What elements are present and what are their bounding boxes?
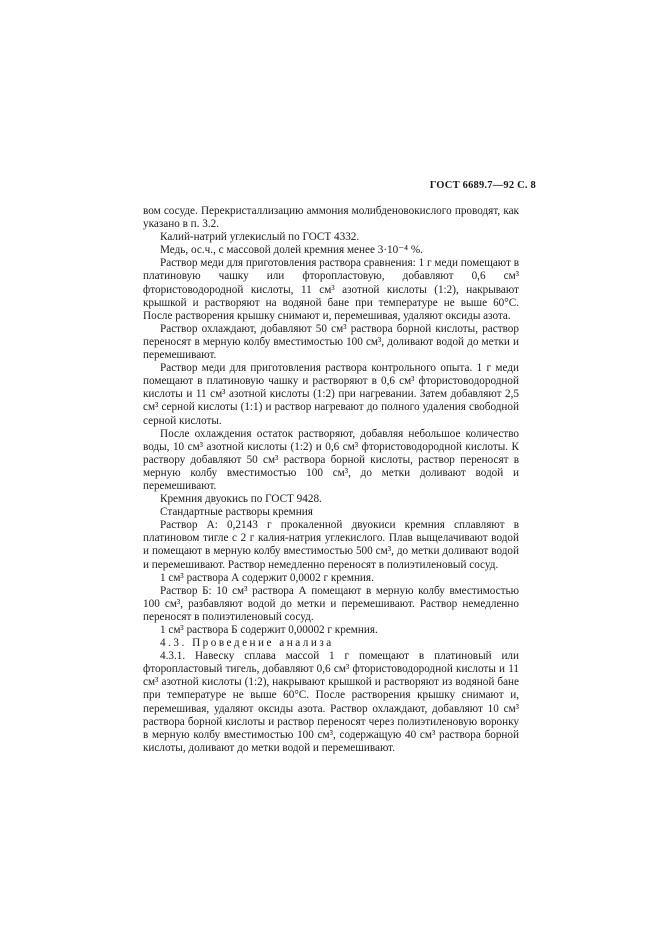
paragraph-solution-b-content: 1 см³ раствора Б содержит 0,00002 г кремния. bbox=[160, 624, 378, 636]
paragraph-reference-cooling: Раствор охлаждают, добавляют 50 см³ раствора борной кислоты, раствор переносят в мерную колбу вместимостью 100 см³, доливают водой до метки и перемешивают. bbox=[143, 322, 519, 362]
paragraph-reagent-carbonate: Калий-натрий углекислый по ГОСТ 4332. bbox=[160, 231, 360, 244]
paragraph-standard-solutions-heading: Стандартные растворы кремния bbox=[160, 506, 313, 519]
paragraph-control-solution: Раствор меди для приготовления раствора контрольного опыта. 1 г меди помещают в платиновую чашку и растворяют в 0,6 см³ фтористоводородной кислоты и 11 см³ азотной кислоты (1:2) при нагревании. Затем добавляют 2,5 см³ серной кислоты (1:1) и раствор нагревают до полного удаления свободной серной кислоты. bbox=[143, 362, 519, 427]
paragraph-analysis-procedure: 4.3.1. Навеску сплава массой 1 г помещают в платиновый или фторопластовый тигель, добавляют 0,6 см³ фтористоводородной кислоты и 11 см³ азотной кислоты (1:2), накрывают крышкой и растворяют из водяной бане при температуре не выше 60°С. После растворения крышку снимают и, перемешивая, удаляют оксиды азота. Раствор охлаждают, добавляют 10 см³ раствора борной кислоты и раствор переносят через полиэтиленовую воронку в мерную колбу вместимостью 100 см³, содержащую 40 см³ раствора борной кислоты, доливают до метки водой и перемешивают. bbox=[143, 650, 519, 754]
paragraph-reagent-copper: Медь, ос.ч., с массовой долей кремния менее 3·10⁻⁴ %. bbox=[160, 244, 423, 257]
document-body bbox=[143, 205, 519, 755]
paragraph-control-cooling: После охлаждения остаток растворяют, добавляя небольшое количество воды, 10 см³ азотной кислоты (1:2) и 0,6 см³ фтористоводородной кислоты. К раствору добавляют 50 см³ раствора борной кислоты, раствор переносят в мерную колбу вместимостью 100 см³, до метки доливают водой и перемешивают. bbox=[143, 427, 519, 492]
paragraph-continuation: вом сосуде. Перекристаллизацию аммония молибденовокислого проводят, как указано в п. 3.2. bbox=[143, 205, 519, 231]
section-heading-analysis: 4.3. Проведение анализа bbox=[160, 637, 334, 650]
paragraph-reagent-silica: Кремния двуокись по ГОСТ 9428. bbox=[160, 493, 322, 506]
paragraph-reference-solution: Раствор меди для приготовления раствора сравнения: 1 г меди помещают в платиновую чашку или фторопластовую, добавляют 0,6 см³ фтористоводородной кислоты, 11 см³ азотной кислоты (1:2), накрывают крышкой и растворяют на водяной бане при температуре не выше 60°С. После растворения крышку снимают и, перемешивая, удаляют оксиды азота. bbox=[143, 257, 519, 322]
paragraph-solution-b: Раствор Б: 10 см³ раствора А помещают в мерную колбу вместимостью 100 см³, разбавляют водой до метки и перемешивают. Раствор немедленно переносят в полиэтиленовый сосуд. bbox=[143, 584, 519, 623]
paragraph-solution-a: Раствор А: 0,2143 г прокаленной двуокиси кремния сплавляют в платиновом тигле с 2 г калия-натрия углекислого. Плав выщелачивают водой и помещают в мерную колбу вместимостью 500 см³, до метки доливают водой и перемешивают. Раствор немедленно переносят в полиэтиленовый сосуд. bbox=[143, 519, 519, 571]
running-header: ГОСТ 6689.7—92 С. 8 bbox=[429, 180, 536, 191]
paragraph-solution-a-content: 1 см³ раствора А содержит 0,0002 г кремния. bbox=[160, 571, 374, 584]
